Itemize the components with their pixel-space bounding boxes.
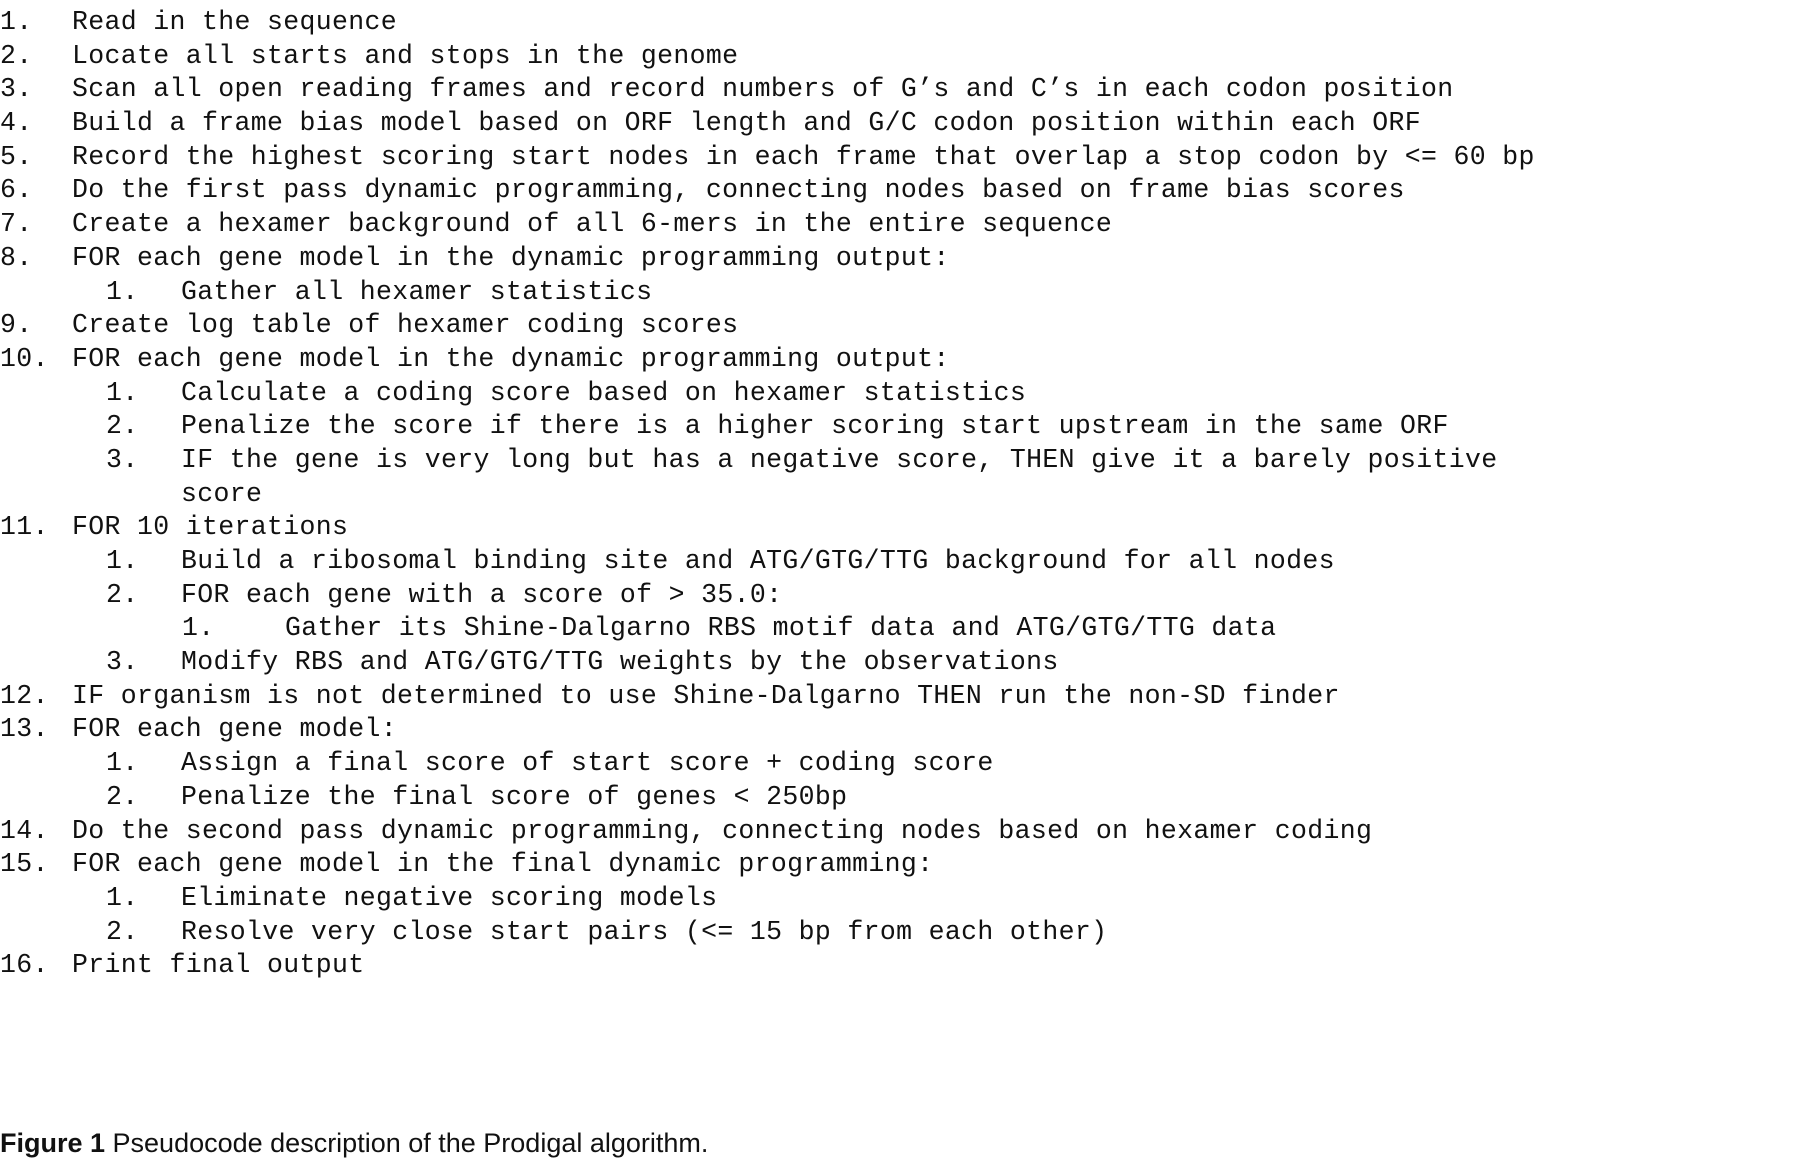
pseudocode-line — [0, 242, 1535, 276]
pseudocode-line — [0, 478, 1535, 512]
step-text: Eliminate negative scoring models — [181, 882, 718, 913]
step-number: 6. — [0, 175, 33, 206]
step-number: 2. — [106, 781, 139, 812]
step-number: 1. — [182, 613, 215, 644]
pseudocode-line — [0, 309, 1535, 343]
pseudocode-line — [0, 815, 1535, 849]
step-text: Create log table of hexamer coding scores — [72, 310, 739, 341]
step-number: 1. — [106, 276, 139, 307]
step-number: 8. — [0, 242, 33, 273]
step-number: 4. — [0, 108, 33, 139]
step-text: Record the highest scoring start nodes in each frame that overlap a stop codon by <= 60 bp — [72, 141, 1535, 172]
caption-text: Pseudocode description of the Prodigal algorithm. — [105, 1128, 709, 1158]
step-text: FOR 10 iterations — [72, 512, 349, 543]
step-text: Do the second pass dynamic programming, connecting nodes based on hexamer coding — [72, 815, 1373, 846]
step-number: 1. — [106, 882, 139, 913]
step-number: 1. — [106, 377, 139, 408]
pseudocode-line — [0, 646, 1535, 680]
pseudocode-line — [0, 377, 1535, 411]
step-number: 3. — [106, 444, 139, 475]
pseudocode-line — [0, 882, 1535, 916]
pseudocode-line — [0, 781, 1535, 815]
step-text: Print final output — [72, 950, 365, 981]
step-number: 15. — [0, 849, 49, 880]
step-text: FOR each gene model in the dynamic programming output: — [72, 343, 950, 374]
pseudocode-line — [0, 276, 1535, 310]
pseudocode-line — [0, 6, 1535, 40]
pseudocode-block — [0, 6, 1535, 983]
pseudocode-line — [0, 208, 1535, 242]
step-text: Modify RBS and ATG/GTG/TTG weights by the observations — [181, 647, 1059, 678]
step-text: Penalize the final score of genes < 250bp — [181, 781, 848, 812]
step-number: 7. — [0, 209, 33, 240]
pseudocode-line — [0, 107, 1535, 141]
step-number: 16. — [0, 950, 49, 981]
step-number: 2. — [106, 579, 139, 610]
step-number: 11. — [0, 512, 49, 543]
step-number: 1. — [0, 7, 33, 37]
pseudocode-line — [0, 444, 1535, 478]
step-text: Create a hexamer background of all 6-mers in the entire sequence — [72, 209, 1113, 240]
step-text: score — [181, 478, 263, 509]
step-text: Build a frame bias model based on ORF length and G/C codon position within each ORF — [72, 108, 1421, 139]
step-text: Read in the sequence — [72, 7, 398, 37]
step-text: Gather its Shine-Dalgarno RBS motif data and ATG/GTG/TTG data — [285, 613, 1277, 644]
pseudocode-line — [0, 73, 1535, 107]
step-text: Calculate a coding score based on hexamer statistics — [181, 377, 1027, 408]
pseudocode-line — [0, 747, 1535, 781]
pseudocode-line — [0, 174, 1535, 208]
step-text: FOR each gene model in the dynamic programming output: — [72, 242, 950, 273]
step-text: Build a ribosomal binding site and ATG/GTG/TTG background for all nodes — [181, 546, 1335, 576]
step-text: Do the first pass dynamic programming, connecting nodes based on frame bias scores — [72, 175, 1405, 206]
step-number: 2. — [106, 411, 139, 442]
pseudocode-line — [0, 713, 1535, 747]
pseudocode-line — [0, 680, 1535, 714]
step-text: IF organism is not determined to use Shine-Dalgarno THEN run the non-SD finder — [72, 680, 1340, 711]
pseudocode-line — [0, 410, 1535, 444]
figure-caption — [0, 1126, 708, 1160]
step-number: 9. — [0, 310, 33, 341]
pseudocode-line — [0, 545, 1535, 579]
step-number: 1. — [106, 546, 139, 576]
step-number: 12. — [0, 680, 49, 711]
pseudocode-line — [0, 343, 1535, 377]
step-number: 5. — [0, 141, 33, 172]
step-text: FOR each gene model in the final dynamic programming: — [72, 849, 934, 880]
step-text: Gather all hexamer statistics — [181, 276, 653, 307]
step-text: FOR each gene model: — [72, 714, 398, 745]
step-text: Resolve very close start pairs (<= 15 bp from each other) — [181, 916, 1108, 947]
step-text: IF the gene is very long but has a negative score, THEN give it a barely positive — [181, 444, 1498, 475]
step-number: 2. — [0, 40, 33, 71]
pseudocode-line — [0, 579, 1535, 613]
pseudocode-line — [0, 511, 1535, 545]
step-text: Locate all starts and stops in the genome — [72, 40, 739, 71]
pseudocode-line — [0, 848, 1535, 882]
step-text: Assign a final score of start score + coding score — [181, 748, 994, 779]
pseudocode-line — [0, 40, 1535, 74]
pseudocode-line — [0, 141, 1535, 175]
step-number: 3. — [106, 647, 139, 678]
step-text: Scan all open reading frames and record numbers of G’s and C’s in each codon position — [72, 74, 1454, 105]
pseudocode-line — [0, 916, 1535, 950]
pseudocode-line — [0, 612, 1535, 646]
step-number: 14. — [0, 815, 49, 846]
step-number: 1. — [106, 748, 139, 779]
step-number: 13. — [0, 714, 49, 745]
step-text: Penalize the score if there is a higher scoring start upstream in the same ORF — [181, 411, 1449, 442]
figure-label: Figure 1 — [0, 1128, 106, 1158]
step-number: 3. — [0, 74, 33, 105]
step-number: 10. — [0, 343, 49, 374]
step-number: 2. — [106, 916, 139, 947]
pseudocode-line — [0, 949, 1535, 983]
step-text: FOR each gene with a score of > 35.0: — [181, 579, 783, 610]
